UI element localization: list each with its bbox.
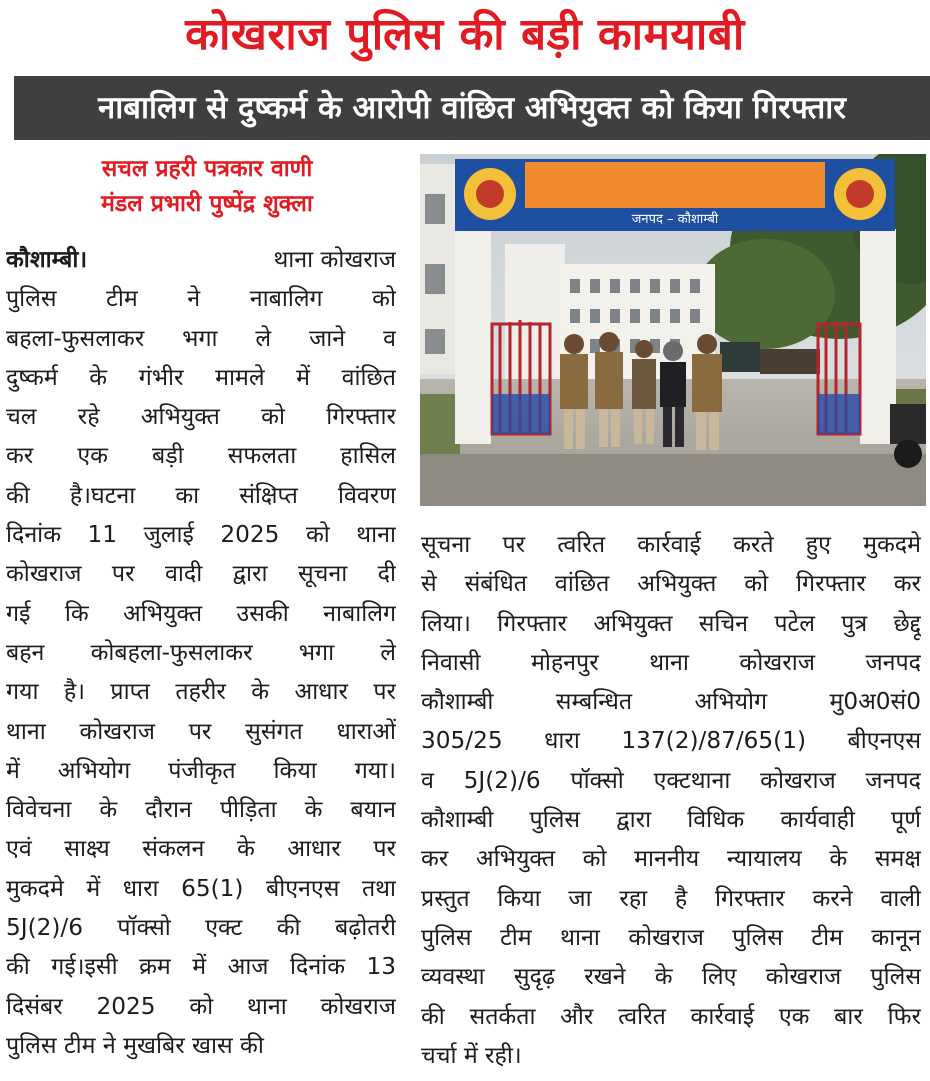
article-line: की सतर्कता और त्वरित कार्रवाई एक बार फिर <box>421 1002 921 1030</box>
article-line: विवेचना के दौरान पीड़िता के बयान <box>6 796 396 824</box>
article-line: 5J(2)/6 पॉक्सो एक्ट की बढ़ोतरी <box>6 914 396 942</box>
article-line: दुष्कर्म के गंभीर मामले में वांछित <box>6 363 396 391</box>
byline-reporter: सचल प्रहरी पत्रकार वाणी <box>101 156 313 182</box>
subheadline: नाबालिग से दुष्कर्म के आरोपी वांछित अभियुक्त को किया गिरफ्तार <box>98 90 846 126</box>
article-line: दिसंबर 2025 को थाना कोखराज <box>6 992 396 1020</box>
article-line: की गई।इसी क्रम में आज दिनांक 13 <box>6 953 396 981</box>
article-line: बहन कोबहला-फुसलाकर भगा ले <box>6 638 396 666</box>
article-line: में अभियोग पंजीकृत किया गया। <box>6 756 396 784</box>
gate-sign-district: जनपद – कौशाम्बी <box>631 212 719 227</box>
article-line: 305/25 धारा 137(2)/87/65(1) बीएनएस <box>421 727 921 755</box>
news-photo <box>420 154 926 506</box>
article-line: निवासी मोहनपुर थाना कोखराज जनपद <box>421 648 921 676</box>
byline-incharge: मंडल प्रभारी पुष्पेंद्र शुक्ला <box>101 191 313 217</box>
article-line: पुलिस टीम ने नाबालिग को <box>6 285 396 313</box>
article-line: से संबंधित वांछित अभियुक्त को गिरफ्तार कर <box>421 570 921 598</box>
article-line <box>6 240 396 279</box>
article-line: दिनांक 11 जुलाई 2025 को थाना <box>6 521 396 549</box>
byline <box>6 152 408 222</box>
article-line: गया है। प्राप्त तहरीर के आधार पर <box>6 678 396 706</box>
article-line: व्यवस्था सुदृढ़ रखने के लिए कोखराज पुलिस <box>421 963 921 991</box>
article-line: प्रस्तुत किया जा रहा है गिरफ्तार करने वाली <box>421 884 921 912</box>
article-line: कर एक बड़ी सफलता हासिल <box>6 442 396 470</box>
article-line: पुलिस टीम ने मुखबिर खास की <box>6 1031 264 1059</box>
article-column-right <box>421 525 921 1075</box>
dateline: कौशाम्बी। <box>6 246 88 273</box>
article-line: मुकदमे में धारा 65(1) बीएनएस तथा <box>6 874 396 902</box>
article-line: गई कि अभियुक्त उसकी नाबालिग <box>6 599 396 627</box>
article-line: चर्चा में रही। <box>421 1041 522 1069</box>
article-line: चल रहे अभियुक्त को गिरफ्तार <box>6 403 396 431</box>
article-line: कौशाम्बी सम्बन्धित अभियोग मु0अ0सं0 <box>421 688 921 716</box>
article-line-text: थाना कोखराज <box>273 246 396 273</box>
article-line: सूचना पर त्वरित कार्रवाई करते हुए मुकदमे <box>421 531 921 558</box>
article-line: थाना कोखराज पर सुसंगत धाराओं <box>6 717 396 745</box>
subheadline-bar <box>14 76 930 140</box>
article-line: लिया। गिरफ्तार अभियुक्त सचिन पटेल पुत्र छेद्दू <box>421 609 921 637</box>
article-line: बहला-फुसलाकर भगा ले जाने व <box>6 324 396 352</box>
article-line: कर अभियुक्त को माननीय न्यायालय के समक्ष <box>421 845 921 873</box>
article-line: व 5J(2)/6 पॉक्सो एक्टथाना कोखराज जनपद <box>421 766 921 794</box>
article-line: पुलिस टीम थाना कोखराज पुलिस टीम कानून <box>421 923 921 951</box>
article-line: कौशाम्बी पुलिस द्वारा विधिक कार्यवाही पूर्ण <box>421 806 921 834</box>
article-column-left <box>6 240 396 1065</box>
article-line: एवं साक्ष्य संकलन के आधार पर <box>6 835 396 863</box>
headline: कोखराज पुलिस की बड़ी कामयाबी <box>185 9 745 60</box>
article-line: की है।घटना का संक्षिप्त विवरण <box>6 481 396 509</box>
article-line: कोखराज पर वादी द्वारा सूचना दी <box>6 560 396 588</box>
